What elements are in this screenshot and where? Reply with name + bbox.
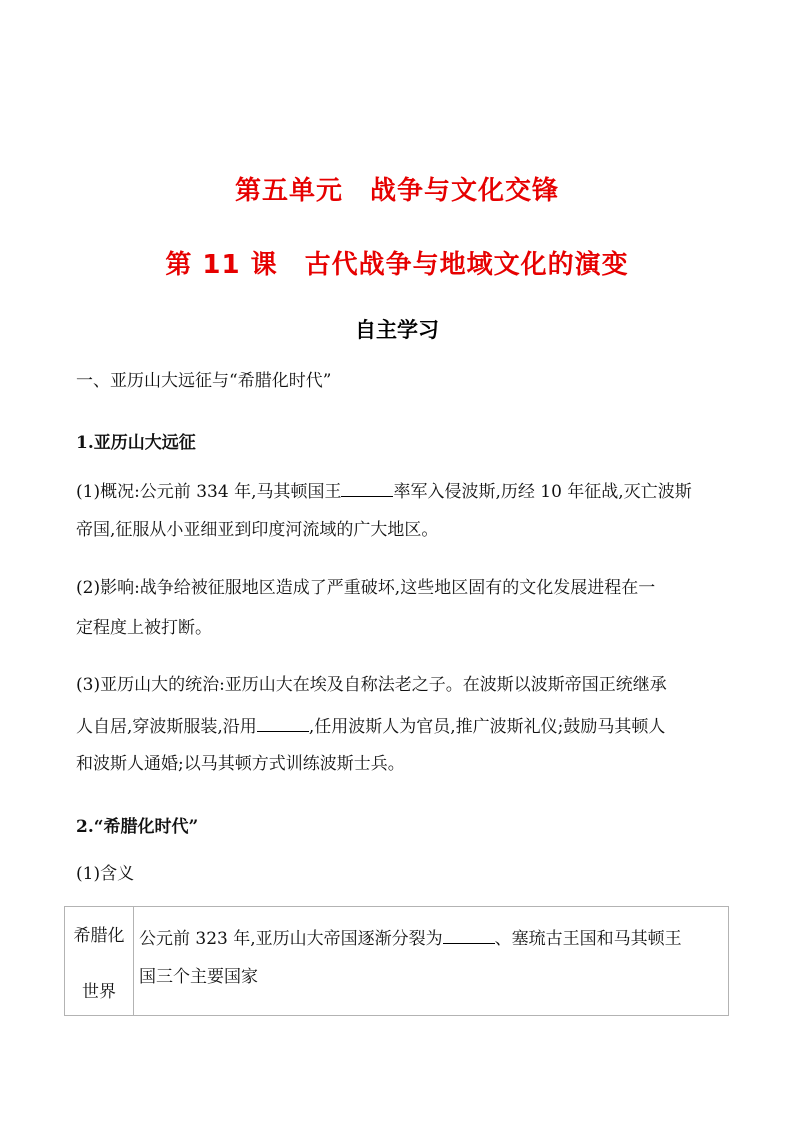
- sub2-item1: (1)含义: [76, 864, 135, 884]
- table-content-text-b: 、塞琉古王国和马其顿王: [494, 929, 682, 949]
- p1-line1-text-b: 率军入侵波斯,历经 10 年征战,灭亡波斯: [393, 482, 692, 502]
- p2-line1: (2)影响:战争给被征服地区造成了严重破坏,这些地区固有的文化发展进程在一: [76, 578, 656, 598]
- sub2-heading: 2.“希腊化时代”: [76, 817, 199, 837]
- table-content-line2: 国三个主要国家: [139, 967, 258, 987]
- sub1-heading: 1.亚历山大远征: [76, 433, 196, 453]
- p3-line1: (3)亚历山大的统治:亚历山大在埃及自称法老之子。在波斯以波斯帝国正统继承: [76, 675, 667, 695]
- fill-blank-king[interactable]: [341, 482, 393, 497]
- part1-heading: 一、亚历山大远征与“希腊化时代”: [76, 371, 332, 391]
- p1-line2: 帝国,征服从小亚细亚到印度河流域的广大地区。: [76, 520, 439, 540]
- fill-blank-system[interactable]: [257, 717, 309, 732]
- p1-line1-text-a: (1)概况:公元前 334 年,马其顿国王: [76, 482, 342, 502]
- lesson-title: 第 11 课 古代战争与地域文化的演变: [165, 250, 629, 280]
- table-head-line1: 希腊化: [73, 926, 125, 946]
- p2-line2: 定程度上被打断。: [76, 618, 212, 638]
- section-title: 自主学习: [355, 318, 439, 342]
- table-content-line1: [139, 929, 682, 948]
- p3-line2: [76, 717, 665, 736]
- unit-title: 第五单元 战争与文化交锋: [234, 176, 559, 206]
- table-head-line2: 世界: [82, 982, 116, 1002]
- table-column-divider: [133, 907, 134, 1015]
- p3-line3: 和波斯人通婚;以马其顿方式训练波斯士兵。: [76, 754, 405, 774]
- p1-line1: [76, 482, 692, 501]
- fill-blank-kingdom[interactable]: [443, 929, 495, 944]
- definition-table: [64, 906, 729, 1016]
- table-content-text-a: 公元前 323 年,亚历山大帝国逐渐分裂为: [139, 929, 443, 949]
- p3-line2-text-a: 人自居,穿波斯服装,沿用: [76, 717, 257, 737]
- p3-line2-text-b: ,任用波斯人为官员,推广波斯礼仪;鼓励马其顿人: [308, 717, 666, 737]
